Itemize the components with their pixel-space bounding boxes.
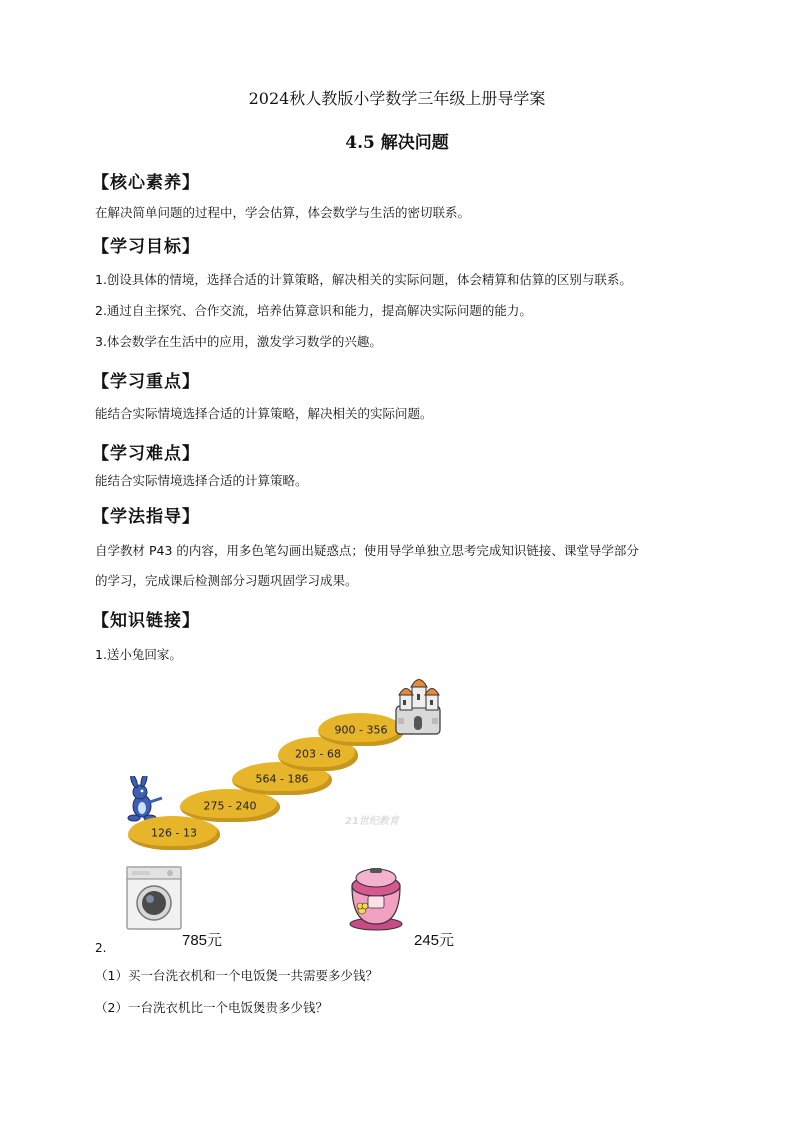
stone-3-label: 564 - 186: [255, 772, 309, 785]
stone-1-label: 126 - 13: [151, 826, 197, 840]
stone-4: [278, 737, 358, 771]
heading-knowledge-link: 【知识链接】: [92, 611, 200, 631]
stone-5-label: 900 - 356: [334, 723, 388, 736]
goal-item-1: 1.创设具体的情境，选择合适的计算策略，解决相关的实际问题，体会精算和估算的区别与联系。: [95, 272, 632, 287]
heading-core-literacy: 【核心素养】: [92, 173, 200, 193]
stone-4-label: 203 - 68: [295, 747, 341, 761]
difficulties-text: 能结合实际情境选择合适的计算策略。: [95, 473, 308, 488]
castle-icon: [392, 674, 444, 736]
stone-2-label: 275 - 240: [203, 799, 257, 812]
heading-study-method: 【学法指导】: [92, 507, 200, 527]
question-2-sub-2: （2）一台洗衣机比一个电饭煲贵多少钱？: [95, 1000, 328, 1015]
stone-5: [318, 713, 404, 746]
study-method-line-1: 自学教材 P43 的内容，用多色笔勾画出疑惑点；使用导学单独立思考完成知识链接、课堂导学部分: [95, 543, 639, 558]
rice-cooker-icon: [346, 866, 406, 932]
question-1-label: 1.送小兔回家。: [95, 647, 182, 662]
heading-key-points: 【学习重点】: [92, 372, 200, 392]
stone-2: [180, 789, 280, 822]
goal-item-3: 3.体会数学在生活中的应用，激发学习数学的兴趣。: [95, 334, 382, 349]
document-title: 2024秋人教版小学数学三年级上册导学案: [248, 89, 546, 108]
core-literacy-text: 在解决简单问题的过程中，学会估算，体会数学与生活的密切联系。: [95, 205, 471, 220]
question-2-number: 2.: [95, 941, 107, 955]
stone-1: [128, 816, 220, 850]
study-method-line-2: 的学习，完成课后检测部分习题巩固学习成果。: [95, 573, 358, 588]
watermark-logo: 21世纪教育: [345, 816, 399, 827]
key-points-text: 能结合实际情境选择合适的计算策略，解决相关的实际问题。: [95, 406, 433, 421]
heading-difficulties: 【学习难点】: [92, 444, 200, 464]
question-2-sub-1: （1）买一台洗衣机和一个电饭煲一共需要多少钱？: [95, 968, 378, 983]
washing-machine-icon: [126, 866, 182, 930]
stone-3: [232, 762, 332, 795]
washing-machine-price: 785元: [182, 932, 223, 949]
heading-learning-goals: 【学习目标】: [92, 237, 200, 257]
rabbit-icon: [120, 776, 170, 824]
rice-cooker-price: 245元: [414, 932, 455, 949]
goal-item-2: 2.通过自主探究、合作交流，培养估算意识和能力，提高解决实际问题的能力。: [95, 303, 532, 318]
lesson-title: 4.5 解决问题: [345, 133, 449, 153]
